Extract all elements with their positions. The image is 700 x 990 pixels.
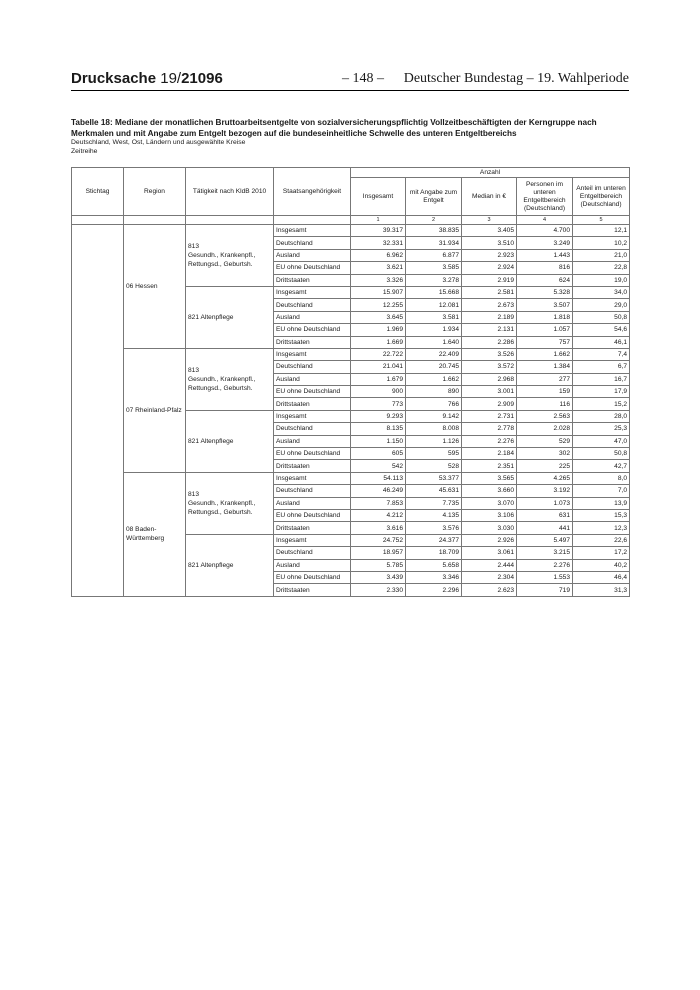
value-cell: 3.439: [351, 571, 406, 583]
value-cell: 3.576: [406, 522, 462, 534]
staatsangehoerigkeit-cell: EU ohne Deutschland: [274, 324, 351, 336]
value-cell: 5.785: [351, 559, 406, 571]
col-blank: [72, 216, 124, 225]
value-cell: 15.907: [351, 286, 406, 298]
staatsangehoerigkeit-cell: Deutschland: [274, 423, 351, 435]
value-cell: 2.926: [462, 534, 517, 546]
value-cell: 7.735: [406, 497, 462, 509]
value-cell: 17,2: [573, 547, 630, 559]
value-cell: 8,0: [573, 472, 630, 484]
value-cell: 5.497: [517, 534, 573, 546]
value-cell: 2.919: [462, 274, 517, 286]
value-cell: 900: [351, 386, 406, 398]
value-cell: 2.563: [517, 410, 573, 422]
value-cell: 816: [517, 262, 573, 274]
value-cell: 1.057: [517, 324, 573, 336]
value-cell: 7.853: [351, 497, 406, 509]
value-cell: 2.286: [462, 336, 517, 348]
value-cell: 21,0: [573, 249, 630, 261]
value-cell: 4.700: [517, 225, 573, 237]
table-row: [72, 472, 630, 484]
document-number: [71, 70, 223, 87]
col-group-anzahl: Anzahl: [351, 168, 630, 178]
col-header-anteil: Anteil im unteren Entgeltbereich (Deutschland): [573, 178, 630, 216]
drucksache-number-prefix: 19/: [160, 70, 182, 87]
value-cell: 17,9: [573, 386, 630, 398]
value-cell: 3.510: [462, 237, 517, 249]
value-cell: 1.384: [517, 361, 573, 373]
value-cell: 16,7: [573, 373, 630, 385]
value-cell: 32.331: [351, 237, 406, 249]
table-caption: [71, 118, 631, 156]
col-header-insgesamt: Insgesamt: [351, 178, 406, 216]
staatsangehoerigkeit-cell: Insgesamt: [274, 472, 351, 484]
value-cell: 53.377: [406, 472, 462, 484]
value-cell: 19,0: [573, 274, 630, 286]
value-cell: 6.962: [351, 249, 406, 261]
value-cell: 890: [406, 386, 462, 398]
value-cell: 3.106: [462, 509, 517, 521]
taetigkeit-label: 813 Gesundh., Krankenpfl., Rettungsd., Geburtsh.: [188, 242, 256, 268]
value-cell: 159: [517, 386, 573, 398]
value-cell: 15.668: [406, 286, 462, 298]
value-cell: 757: [517, 336, 573, 348]
value-cell: 3.278: [406, 274, 462, 286]
value-cell: 2.444: [462, 559, 517, 571]
value-cell: 12,1: [573, 225, 630, 237]
staatsangehoerigkeit-cell: Drittstaaten: [274, 584, 351, 596]
col-header-region: Region: [124, 168, 186, 216]
value-cell: 31,3: [573, 584, 630, 596]
staatsangehoerigkeit-cell: Deutschland: [274, 361, 351, 373]
value-cell: 39.317: [351, 225, 406, 237]
page-header: [71, 70, 629, 92]
staatsangehoerigkeit-cell: EU ohne Deutschland: [274, 386, 351, 398]
value-cell: 12.255: [351, 299, 406, 311]
value-cell: 3.249: [517, 237, 573, 249]
col-number: 5: [573, 216, 630, 225]
value-cell: 2.968: [462, 373, 517, 385]
staatsangehoerigkeit-cell: EU ohne Deutschland: [274, 262, 351, 274]
value-cell: 1.150: [351, 435, 406, 447]
value-cell: 9.293: [351, 410, 406, 422]
value-cell: 10,2: [573, 237, 630, 249]
value-cell: 7,4: [573, 348, 630, 360]
value-cell: 13,9: [573, 497, 630, 509]
value-cell: 8.135: [351, 423, 406, 435]
staatsangehoerigkeit-cell: Ausland: [274, 435, 351, 447]
value-cell: 1.640: [406, 336, 462, 348]
value-cell: 2.673: [462, 299, 517, 311]
staatsangehoerigkeit-cell: Ausland: [274, 497, 351, 509]
value-cell: 1.934: [406, 324, 462, 336]
value-cell: 3.346: [406, 571, 462, 583]
staatsangehoerigkeit-cell: Deutschland: [274, 299, 351, 311]
value-cell: 22.409: [406, 348, 462, 360]
staatsangehoerigkeit-cell: Drittstaaten: [274, 522, 351, 534]
value-cell: 4.212: [351, 509, 406, 521]
page-number: – 148 –: [342, 71, 384, 86]
value-cell: 1.662: [406, 373, 462, 385]
value-cell: 38.835: [406, 225, 462, 237]
value-cell: 8.008: [406, 423, 462, 435]
value-cell: 2.131: [462, 324, 517, 336]
value-cell: 225: [517, 460, 573, 472]
value-cell: 766: [406, 398, 462, 410]
col-header-stichtag: Stichtag: [72, 168, 124, 216]
staatsangehoerigkeit-cell: Ausland: [274, 311, 351, 323]
value-cell: 21.041: [351, 361, 406, 373]
value-cell: 2.731: [462, 410, 517, 422]
value-cell: 3.215: [517, 547, 573, 559]
col-number: 1: [351, 216, 406, 225]
staatsangehoerigkeit-cell: Insgesamt: [274, 410, 351, 422]
value-cell: 2.923: [462, 249, 517, 261]
value-cell: 9.142: [406, 410, 462, 422]
value-cell: 28,0: [573, 410, 630, 422]
value-cell: 2.351: [462, 460, 517, 472]
value-cell: 1.126: [406, 435, 462, 447]
value-cell: 2.909: [462, 398, 517, 410]
staatsangehoerigkeit-cell: Insgesamt: [274, 225, 351, 237]
drucksache-number: 21096: [181, 70, 223, 87]
staatsangehoerigkeit-cell: Insgesamt: [274, 286, 351, 298]
value-cell: 24.377: [406, 534, 462, 546]
value-cell: 1.969: [351, 324, 406, 336]
value-cell: 3.405: [462, 225, 517, 237]
data-table: [71, 167, 630, 597]
value-cell: 24.752: [351, 534, 406, 546]
col-header-taetigkeit: Tätigkeit nach KldB 2010: [186, 168, 274, 216]
value-cell: 54.113: [351, 472, 406, 484]
value-cell: 529: [517, 435, 573, 447]
value-cell: 45.631: [406, 485, 462, 497]
value-cell: 3.616: [351, 522, 406, 534]
value-cell: 6,7: [573, 361, 630, 373]
staatsangehoerigkeit-cell: Ausland: [274, 249, 351, 261]
taetigkeit-cell: [186, 534, 274, 596]
value-cell: 116: [517, 398, 573, 410]
taetigkeit-label: 821 Altenpflege: [188, 561, 234, 569]
region-label: 08 Baden- Württemberg: [126, 526, 165, 543]
staatsangehoerigkeit-cell: Insgesamt: [274, 348, 351, 360]
value-cell: 3.660: [462, 485, 517, 497]
value-cell: 2.296: [406, 584, 462, 596]
staatsangehoerigkeit-cell: Insgesamt: [274, 534, 351, 546]
value-cell: 4.135: [406, 509, 462, 521]
value-cell: 2.330: [351, 584, 406, 596]
drucksache-label: Drucksache: [71, 70, 157, 87]
col-header-mit-angabe: mit Angabe zum Entgelt: [406, 178, 462, 216]
header-publication: Deutscher Bundestag – 19. Wahlperiode: [403, 71, 629, 86]
value-cell: 1.679: [351, 373, 406, 385]
value-cell: 25,3: [573, 423, 630, 435]
col-header-staatsangehoerigkeit: Staatsangehörigkeit: [274, 168, 351, 216]
value-cell: 3.585: [406, 262, 462, 274]
value-cell: 47,0: [573, 435, 630, 447]
value-cell: 302: [517, 448, 573, 460]
region-label: 06 Hessen: [126, 282, 158, 290]
value-cell: 46,1: [573, 336, 630, 348]
staatsangehoerigkeit-cell: Ausland: [274, 559, 351, 571]
taetigkeit-label: 821 Altenpflege: [188, 313, 234, 321]
value-cell: 3.061: [462, 547, 517, 559]
staatsangehoerigkeit-cell: EU ohne Deutschland: [274, 448, 351, 460]
taetigkeit-cell: [186, 286, 274, 348]
value-cell: 42,7: [573, 460, 630, 472]
value-cell: 50,8: [573, 311, 630, 323]
value-cell: 12.081: [406, 299, 462, 311]
value-cell: 2.581: [462, 286, 517, 298]
value-cell: 54,6: [573, 324, 630, 336]
value-cell: 15,3: [573, 509, 630, 521]
value-cell: 18.957: [351, 547, 406, 559]
value-cell: 15,2: [573, 398, 630, 410]
table-subtitle-timeseries: Zeitreihe: [71, 147, 98, 155]
taetigkeit-label: 813 Gesundh., Krankenpfl., Rettungsd., Geburtsh.: [188, 366, 256, 392]
col-blank: [274, 216, 351, 225]
value-cell: 719: [517, 584, 573, 596]
col-header-median: Median in €: [462, 178, 517, 216]
table-row: [72, 225, 630, 237]
staatsangehoerigkeit-cell: Drittstaaten: [274, 274, 351, 286]
value-cell: 1.553: [517, 571, 573, 583]
value-cell: 542: [351, 460, 406, 472]
value-cell: 46,4: [573, 571, 630, 583]
col-header-personen: Personen im unteren Entgeltbereich (Deutschland): [517, 178, 573, 216]
value-cell: 18.709: [406, 547, 462, 559]
stichtag-cell: [72, 225, 124, 597]
staatsangehoerigkeit-cell: Deutschland: [274, 485, 351, 497]
staatsangehoerigkeit-cell: Drittstaaten: [274, 336, 351, 348]
region-cell: [124, 348, 186, 472]
value-cell: 1.662: [517, 348, 573, 360]
value-cell: 3.526: [462, 348, 517, 360]
value-cell: 277: [517, 373, 573, 385]
table-subtitle: Deutschland, West, Ost, Ländern und ausgewählte Kreise: [71, 139, 246, 146]
value-cell: 2.276: [462, 435, 517, 447]
staatsangehoerigkeit-cell: Deutschland: [274, 547, 351, 559]
col-number: 4: [517, 216, 573, 225]
col-number: 3: [462, 216, 517, 225]
taetigkeit-cell: [186, 410, 274, 472]
value-cell: 12,3: [573, 522, 630, 534]
value-cell: 4.265: [517, 472, 573, 484]
value-cell: 5.658: [406, 559, 462, 571]
value-cell: 3.581: [406, 311, 462, 323]
value-cell: 5.328: [517, 286, 573, 298]
value-cell: 3.572: [462, 361, 517, 373]
staatsangehoerigkeit-cell: EU ohne Deutschland: [274, 509, 351, 521]
value-cell: 3.070: [462, 497, 517, 509]
value-cell: 3.565: [462, 472, 517, 484]
value-cell: 2.623: [462, 584, 517, 596]
taetigkeit-cell: [186, 348, 274, 410]
value-cell: 3.030: [462, 522, 517, 534]
value-cell: 441: [517, 522, 573, 534]
value-cell: 22,8: [573, 262, 630, 274]
value-cell: 605: [351, 448, 406, 460]
value-cell: 20.745: [406, 361, 462, 373]
value-cell: 2.189: [462, 311, 517, 323]
value-cell: 2.276: [517, 559, 573, 571]
value-cell: 22,6: [573, 534, 630, 546]
value-cell: 624: [517, 274, 573, 286]
value-cell: 3.326: [351, 274, 406, 286]
table-title: Tabelle 18: Mediane der monatlichen Bruttoarbeitsentgelte von sozialversicherungspflichtig Vollzeitbeschäftigten der Kerngruppe nach Merkmalen und mit Angabe zum Entgelt bezogen auf die bundeseinheitliche Schwelle des unteren Entgeltbereichs: [71, 118, 597, 138]
value-cell: 22.722: [351, 348, 406, 360]
value-cell: 773: [351, 398, 406, 410]
staatsangehoerigkeit-cell: EU ohne Deutschland: [274, 571, 351, 583]
value-cell: 3.621: [351, 262, 406, 274]
region-cell: [124, 225, 186, 349]
staatsangehoerigkeit-cell: Drittstaaten: [274, 460, 351, 472]
value-cell: 50,8: [573, 448, 630, 460]
value-cell: 46.249: [351, 485, 406, 497]
value-cell: 6.877: [406, 249, 462, 261]
region-label: 07 Rheinland-Pfalz: [126, 406, 182, 414]
value-cell: 29,0: [573, 299, 630, 311]
col-number: 2: [406, 216, 462, 225]
taetigkeit-label: 813 Gesundh., Krankenpfl., Rettungsd., Geburtsh.: [188, 490, 256, 516]
value-cell: 7,0: [573, 485, 630, 497]
taetigkeit-label: 821 Altenpflege: [188, 437, 234, 445]
value-cell: 2.304: [462, 571, 517, 583]
staatsangehoerigkeit-cell: Ausland: [274, 373, 351, 385]
table-row: [72, 348, 630, 360]
value-cell: 3.645: [351, 311, 406, 323]
value-cell: 31.934: [406, 237, 462, 249]
taetigkeit-cell: [186, 225, 274, 287]
col-blank: [186, 216, 274, 225]
value-cell: 3.507: [517, 299, 573, 311]
col-blank: [124, 216, 186, 225]
value-cell: 1.443: [517, 249, 573, 261]
staatsangehoerigkeit-cell: Drittstaaten: [274, 398, 351, 410]
value-cell: 595: [406, 448, 462, 460]
staatsangehoerigkeit-cell: Deutschland: [274, 237, 351, 249]
value-cell: 2.924: [462, 262, 517, 274]
region-cell: [124, 472, 186, 596]
value-cell: 3.192: [517, 485, 573, 497]
value-cell: 34,0: [573, 286, 630, 298]
value-cell: 631: [517, 509, 573, 521]
value-cell: 40,2: [573, 559, 630, 571]
value-cell: 2.184: [462, 448, 517, 460]
value-cell: 2.778: [462, 423, 517, 435]
header-rule: [71, 90, 629, 91]
value-cell: 3.001: [462, 386, 517, 398]
value-cell: 2.028: [517, 423, 573, 435]
value-cell: 1.818: [517, 311, 573, 323]
value-cell: 528: [406, 460, 462, 472]
taetigkeit-cell: [186, 472, 274, 534]
value-cell: 1.669: [351, 336, 406, 348]
table-body: [72, 225, 630, 597]
value-cell: 1.073: [517, 497, 573, 509]
